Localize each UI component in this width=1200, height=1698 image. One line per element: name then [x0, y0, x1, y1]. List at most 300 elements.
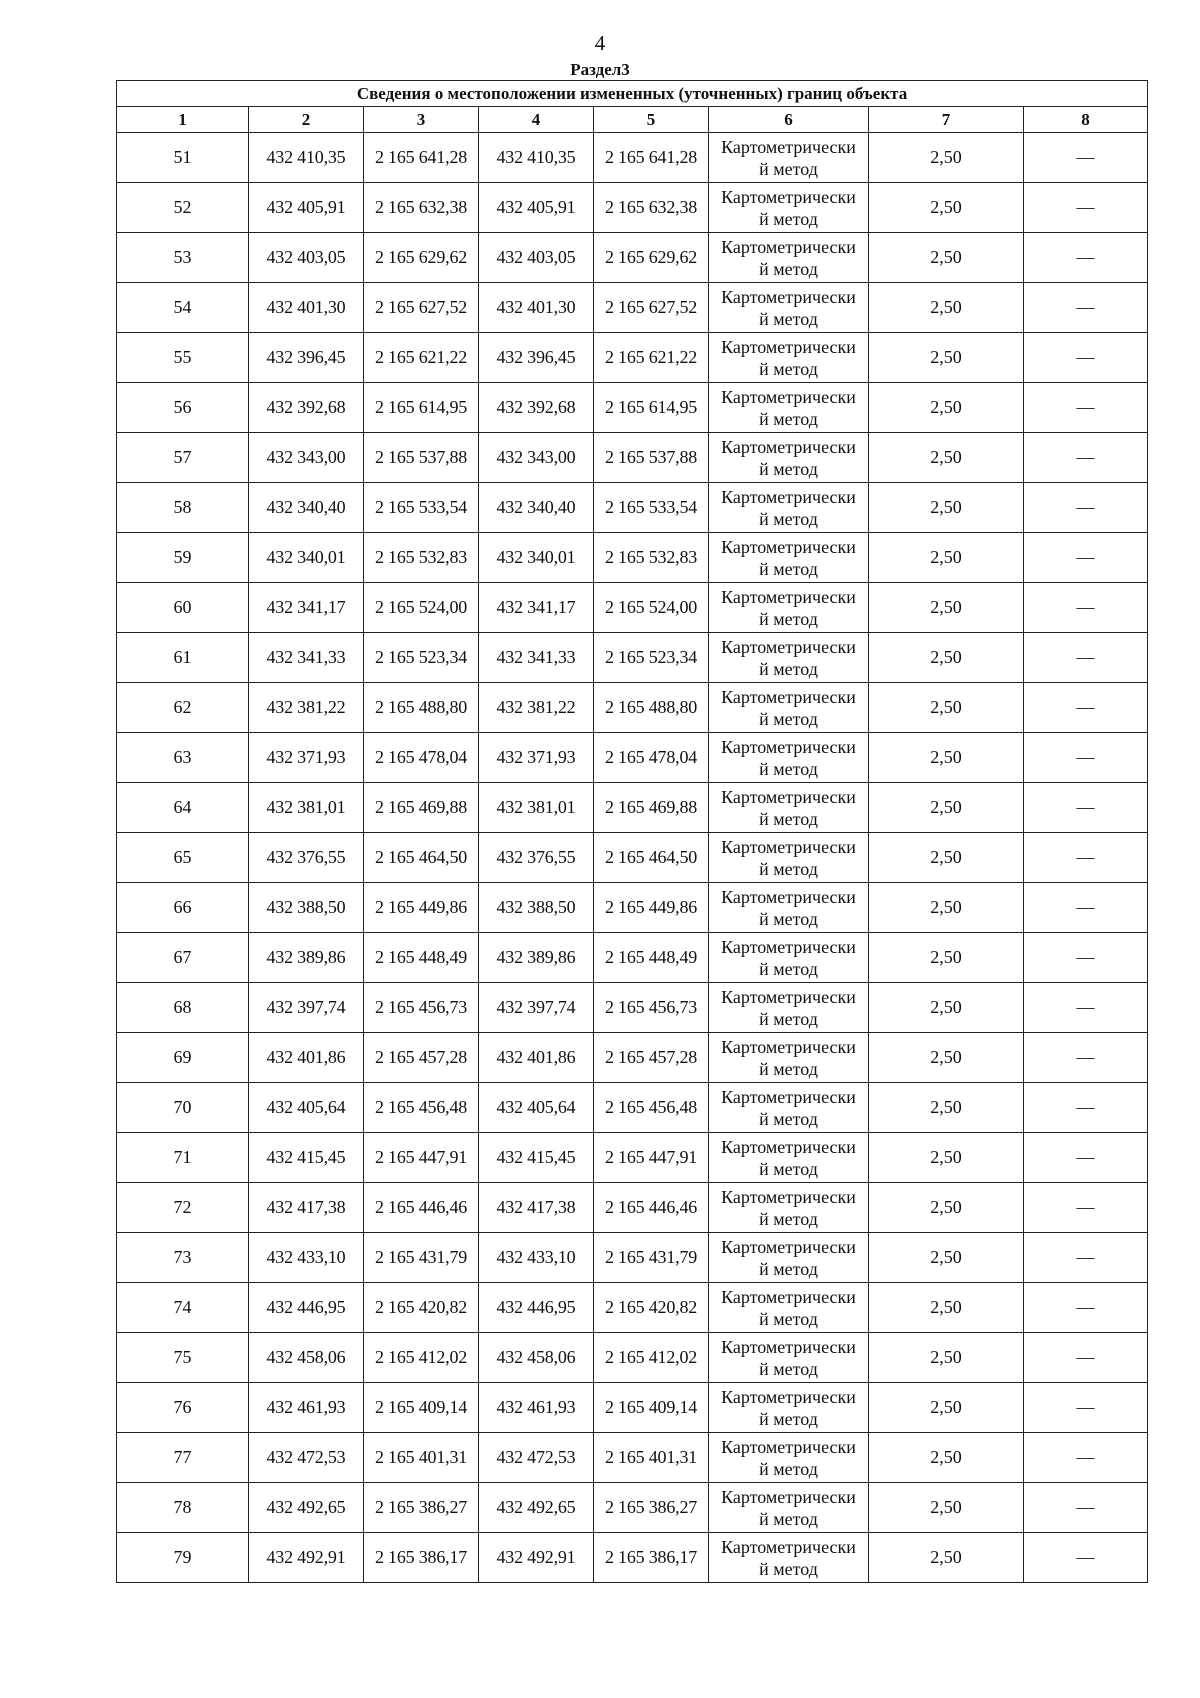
- x-old-cell: 432 340,40: [249, 483, 364, 533]
- method-line-2: й метод: [759, 758, 818, 779]
- y-old-cell: 2 165 431,79: [364, 1233, 479, 1283]
- x-old-cell: 432 405,64: [249, 1083, 364, 1133]
- point-number-cell: 72: [117, 1183, 249, 1233]
- point-number-cell: 69: [117, 1033, 249, 1083]
- y-old-cell: 2 165 449,86: [364, 883, 479, 933]
- point-number-cell: 77: [117, 1433, 249, 1483]
- method-line-2: й метод: [759, 1208, 818, 1229]
- y-new-cell: 2 165 533,54: [594, 483, 709, 533]
- table-row: [117, 183, 1148, 233]
- method-line-2: й метод: [759, 458, 818, 479]
- x-old-cell: 432 417,38: [249, 1183, 364, 1233]
- method-line-2: й метод: [759, 858, 818, 879]
- note-cell: —: [1024, 1383, 1148, 1433]
- y-old-cell: 2 165 469,88: [364, 783, 479, 833]
- y-new-cell: 2 165 464,50: [594, 833, 709, 883]
- y-new-cell: 2 165 457,28: [594, 1033, 709, 1083]
- y-old-cell: 2 165 641,28: [364, 133, 479, 183]
- point-number-cell: 63: [117, 733, 249, 783]
- method-line-1: Картометрически: [721, 236, 856, 257]
- x-old-cell: 432 340,01: [249, 533, 364, 583]
- x-old-cell: 432 341,33: [249, 633, 364, 683]
- table-row: [117, 833, 1148, 883]
- note-cell: —: [1024, 583, 1148, 633]
- method-cell: [709, 883, 869, 933]
- point-number-cell: 51: [117, 133, 249, 183]
- method-cell: [709, 333, 869, 383]
- point-number-cell: 75: [117, 1333, 249, 1383]
- method-cell: [709, 1433, 869, 1483]
- y-old-cell: 2 165 420,82: [364, 1283, 479, 1333]
- method-cell: [709, 533, 869, 583]
- table-row: [117, 533, 1148, 583]
- table-row: [117, 1183, 1148, 1233]
- y-new-cell: 2 165 447,91: [594, 1133, 709, 1183]
- x-new-cell: 432 461,93: [479, 1383, 594, 1433]
- method-cell: [709, 1283, 869, 1333]
- method-cell: [709, 933, 869, 983]
- method-cell: [709, 1033, 869, 1083]
- note-cell: —: [1024, 1333, 1148, 1383]
- note-cell: —: [1024, 833, 1148, 883]
- x-new-cell: 432 341,17: [479, 583, 594, 633]
- column-number: 1: [117, 107, 249, 133]
- method-line-1: Картометрически: [721, 586, 856, 607]
- method-line-1: Картометрически: [721, 1136, 856, 1157]
- column-number: 6: [709, 107, 869, 133]
- note-cell: —: [1024, 1183, 1148, 1233]
- x-new-cell: 432 403,05: [479, 233, 594, 283]
- table-row: [117, 433, 1148, 483]
- table-row: [117, 483, 1148, 533]
- x-old-cell: 432 415,45: [249, 1133, 364, 1183]
- method-cell: [709, 283, 869, 333]
- note-cell: —: [1024, 1533, 1148, 1583]
- y-new-cell: 2 165 488,80: [594, 683, 709, 733]
- y-new-cell: 2 165 523,34: [594, 633, 709, 683]
- column-number: 3: [364, 107, 479, 133]
- y-old-cell: 2 165 401,31: [364, 1433, 479, 1483]
- x-old-cell: 432 381,01: [249, 783, 364, 833]
- accuracy-cell: 2,50: [869, 733, 1024, 783]
- method-line-2: й метод: [759, 1408, 818, 1429]
- y-old-cell: 2 165 627,52: [364, 283, 479, 333]
- point-number-cell: 68: [117, 983, 249, 1033]
- method-cell: [709, 1183, 869, 1233]
- x-new-cell: 432 417,38: [479, 1183, 594, 1233]
- column-number: 2: [249, 107, 364, 133]
- x-new-cell: 432 381,01: [479, 783, 594, 833]
- x-old-cell: 432 376,55: [249, 833, 364, 883]
- method-cell: [709, 733, 869, 783]
- note-cell: —: [1024, 1433, 1148, 1483]
- x-new-cell: 432 401,30: [479, 283, 594, 333]
- x-old-cell: 432 343,00: [249, 433, 364, 483]
- table-row: [117, 983, 1148, 1033]
- x-old-cell: 432 472,53: [249, 1433, 364, 1483]
- y-new-cell: 2 165 448,49: [594, 933, 709, 983]
- accuracy-cell: 2,50: [869, 1333, 1024, 1383]
- accuracy-cell: 2,50: [869, 883, 1024, 933]
- method-line-1: Картометрически: [721, 436, 856, 457]
- y-new-cell: 2 165 409,14: [594, 1383, 709, 1433]
- y-old-cell: 2 165 447,91: [364, 1133, 479, 1183]
- note-cell: —: [1024, 683, 1148, 733]
- method-line-1: Картометрически: [721, 686, 856, 707]
- table-row: [117, 1233, 1148, 1283]
- method-line-1: Картометрически: [721, 1286, 856, 1307]
- y-old-cell: 2 165 478,04: [364, 733, 479, 783]
- y-old-cell: 2 165 533,54: [364, 483, 479, 533]
- x-new-cell: 432 405,64: [479, 1083, 594, 1133]
- y-new-cell: 2 165 469,88: [594, 783, 709, 833]
- y-new-cell: 2 165 621,22: [594, 333, 709, 383]
- table-row: [117, 383, 1148, 433]
- x-old-cell: 432 433,10: [249, 1233, 364, 1283]
- y-old-cell: 2 165 409,14: [364, 1383, 479, 1433]
- method-line-2: й метод: [759, 1258, 818, 1279]
- method-line-1: Картометрически: [721, 1336, 856, 1357]
- x-new-cell: 432 472,53: [479, 1433, 594, 1483]
- point-number-cell: 74: [117, 1283, 249, 1333]
- method-line-2: й метод: [759, 558, 818, 579]
- table-row: [117, 1033, 1148, 1083]
- y-old-cell: 2 165 412,02: [364, 1333, 479, 1383]
- accuracy-cell: 2,50: [869, 633, 1024, 683]
- method-line-1: Картометрически: [721, 536, 856, 557]
- accuracy-cell: 2,50: [869, 933, 1024, 983]
- method-line-2: й метод: [759, 1008, 818, 1029]
- page-number: 4: [594, 31, 606, 55]
- method-cell: [709, 183, 869, 233]
- method-line-2: й метод: [759, 508, 818, 529]
- y-old-cell: 2 165 614,95: [364, 383, 479, 433]
- table-row: [117, 333, 1148, 383]
- method-line-1: Картометрически: [721, 1386, 856, 1407]
- accuracy-cell: 2,50: [869, 1033, 1024, 1083]
- x-old-cell: 432 461,93: [249, 1383, 364, 1433]
- y-old-cell: 2 165 532,83: [364, 533, 479, 583]
- x-new-cell: 432 340,40: [479, 483, 594, 533]
- x-old-cell: 432 458,06: [249, 1333, 364, 1383]
- point-number-cell: 57: [117, 433, 249, 483]
- accuracy-cell: 2,50: [869, 283, 1024, 333]
- x-new-cell: 432 389,86: [479, 933, 594, 983]
- point-number-cell: 66: [117, 883, 249, 933]
- table-row: [117, 1533, 1148, 1583]
- method-cell: [709, 1133, 869, 1183]
- method-cell: [709, 1383, 869, 1433]
- method-line-1: Картометрически: [721, 386, 856, 407]
- x-old-cell: 432 410,35: [249, 133, 364, 183]
- method-line-2: й метод: [759, 1108, 818, 1129]
- x-old-cell: 432 401,30: [249, 283, 364, 333]
- note-cell: —: [1024, 283, 1148, 333]
- accuracy-cell: 2,50: [869, 983, 1024, 1033]
- x-old-cell: 432 446,95: [249, 1283, 364, 1333]
- note-cell: —: [1024, 483, 1148, 533]
- section-title: Раздел3: [570, 60, 630, 79]
- y-old-cell: 2 165 629,62: [364, 233, 479, 283]
- point-number-cell: 79: [117, 1533, 249, 1583]
- table-row: [117, 283, 1148, 333]
- y-old-cell: 2 165 456,73: [364, 983, 479, 1033]
- method-line-2: й метод: [759, 908, 818, 929]
- accuracy-cell: 2,50: [869, 183, 1024, 233]
- x-old-cell: 432 397,74: [249, 983, 364, 1033]
- method-cell: [709, 783, 869, 833]
- accuracy-cell: 2,50: [869, 1233, 1024, 1283]
- y-new-cell: 2 165 627,52: [594, 283, 709, 333]
- x-old-cell: 432 371,93: [249, 733, 364, 783]
- accuracy-cell: 2,50: [869, 833, 1024, 883]
- note-cell: —: [1024, 1083, 1148, 1133]
- y-old-cell: 2 165 457,28: [364, 1033, 479, 1083]
- method-line-2: й метод: [759, 1158, 818, 1179]
- point-number-cell: 58: [117, 483, 249, 533]
- x-new-cell: 432 405,91: [479, 183, 594, 233]
- column-number: 4: [479, 107, 594, 133]
- x-new-cell: 432 492,65: [479, 1483, 594, 1533]
- table-row: [117, 683, 1148, 733]
- point-number-cell: 70: [117, 1083, 249, 1133]
- point-number-cell: 78: [117, 1483, 249, 1533]
- method-line-1: Картометрически: [721, 1236, 856, 1257]
- y-new-cell: 2 165 478,04: [594, 733, 709, 783]
- x-old-cell: 432 492,91: [249, 1533, 364, 1583]
- method-line-2: й метод: [759, 608, 818, 629]
- y-new-cell: 2 165 614,95: [594, 383, 709, 433]
- method-cell: [709, 433, 869, 483]
- method-line-2: й метод: [759, 258, 818, 279]
- method-cell: [709, 833, 869, 883]
- method-line-2: й метод: [759, 808, 818, 829]
- y-new-cell: 2 165 532,83: [594, 533, 709, 583]
- table-body: [117, 133, 1148, 1583]
- method-line-1: Картометрически: [721, 1086, 856, 1107]
- note-cell: —: [1024, 733, 1148, 783]
- y-old-cell: 2 165 446,46: [364, 1183, 479, 1233]
- method-line-1: Картометрически: [721, 336, 856, 357]
- point-number-cell: 62: [117, 683, 249, 733]
- table-row: [117, 783, 1148, 833]
- table-row: [117, 1383, 1148, 1433]
- y-new-cell: 2 165 537,88: [594, 433, 709, 483]
- note-cell: —: [1024, 983, 1148, 1033]
- note-cell: —: [1024, 1033, 1148, 1083]
- point-number-cell: 55: [117, 333, 249, 383]
- method-cell: [709, 1083, 869, 1133]
- y-old-cell: 2 165 523,34: [364, 633, 479, 683]
- method-line-1: Картометрически: [721, 636, 856, 657]
- x-new-cell: 432 343,00: [479, 433, 594, 483]
- method-line-1: Картометрически: [721, 186, 856, 207]
- method-line-1: Картометрически: [721, 286, 856, 307]
- x-new-cell: 432 433,10: [479, 1233, 594, 1283]
- accuracy-cell: 2,50: [869, 1083, 1024, 1133]
- note-cell: —: [1024, 1283, 1148, 1333]
- x-old-cell: 432 381,22: [249, 683, 364, 733]
- x-new-cell: 432 340,01: [479, 533, 594, 583]
- table-row: [117, 1083, 1148, 1133]
- method-line-1: Картометрически: [721, 1486, 856, 1507]
- x-old-cell: 432 401,86: [249, 1033, 364, 1083]
- point-number-cell: 54: [117, 283, 249, 333]
- x-new-cell: 432 401,86: [479, 1033, 594, 1083]
- method-line-1: Картометрически: [721, 836, 856, 857]
- method-line-2: й метод: [759, 158, 818, 179]
- note-cell: —: [1024, 783, 1148, 833]
- note-cell: —: [1024, 633, 1148, 683]
- y-old-cell: 2 165 386,17: [364, 1533, 479, 1583]
- x-old-cell: 432 389,86: [249, 933, 364, 983]
- point-number-cell: 52: [117, 183, 249, 233]
- accuracy-cell: 2,50: [869, 383, 1024, 433]
- point-number-cell: 60: [117, 583, 249, 633]
- method-cell: [709, 1333, 869, 1383]
- method-line-2: й метод: [759, 358, 818, 379]
- accuracy-cell: 2,50: [869, 533, 1024, 583]
- accuracy-cell: 2,50: [869, 233, 1024, 283]
- point-number-cell: 53: [117, 233, 249, 283]
- x-new-cell: 432 341,33: [479, 633, 594, 683]
- accuracy-cell: 2,50: [869, 683, 1024, 733]
- point-number-cell: 67: [117, 933, 249, 983]
- y-old-cell: 2 165 632,38: [364, 183, 479, 233]
- x-old-cell: 432 492,65: [249, 1483, 364, 1533]
- point-number-cell: 59: [117, 533, 249, 583]
- y-new-cell: 2 165 632,38: [594, 183, 709, 233]
- method-line-1: Картометрически: [721, 1536, 856, 1557]
- accuracy-cell: 2,50: [869, 1483, 1024, 1533]
- y-new-cell: 2 165 641,28: [594, 133, 709, 183]
- point-number-cell: 73: [117, 1233, 249, 1283]
- table-row: [117, 1483, 1148, 1533]
- y-new-cell: 2 165 629,62: [594, 233, 709, 283]
- method-cell: [709, 233, 869, 283]
- method-line-2: й метод: [759, 408, 818, 429]
- table-row: [117, 233, 1148, 283]
- method-line-2: й метод: [759, 308, 818, 329]
- note-cell: —: [1024, 133, 1148, 183]
- note-cell: —: [1024, 1483, 1148, 1533]
- point-number-cell: 76: [117, 1383, 249, 1433]
- y-new-cell: 2 165 431,79: [594, 1233, 709, 1283]
- note-cell: —: [1024, 433, 1148, 483]
- column-number: 7: [869, 107, 1024, 133]
- method-line-2: й метод: [759, 1508, 818, 1529]
- method-line-1: Картометрически: [721, 986, 856, 1007]
- table-row: [117, 633, 1148, 683]
- table-row: [117, 1283, 1148, 1333]
- y-old-cell: 2 165 386,27: [364, 1483, 479, 1533]
- method-line-2: й метод: [759, 658, 818, 679]
- x-old-cell: 432 403,05: [249, 233, 364, 283]
- accuracy-cell: 2,50: [869, 1133, 1024, 1183]
- y-new-cell: 2 165 401,31: [594, 1433, 709, 1483]
- table-row: [117, 1133, 1148, 1183]
- column-number: 5: [594, 107, 709, 133]
- note-cell: —: [1024, 183, 1148, 233]
- point-number-cell: 65: [117, 833, 249, 883]
- y-old-cell: 2 165 621,22: [364, 333, 479, 383]
- method-line-1: Картометрически: [721, 736, 856, 757]
- y-old-cell: 2 165 448,49: [364, 933, 479, 983]
- x-new-cell: 432 388,50: [479, 883, 594, 933]
- method-line-2: й метод: [759, 1558, 818, 1579]
- y-new-cell: 2 165 524,00: [594, 583, 709, 633]
- y-new-cell: 2 165 449,86: [594, 883, 709, 933]
- note-cell: —: [1024, 533, 1148, 583]
- accuracy-cell: 2,50: [869, 583, 1024, 633]
- y-new-cell: 2 165 420,82: [594, 1283, 709, 1333]
- method-line-1: Картометрически: [721, 136, 856, 157]
- table-row: [117, 883, 1148, 933]
- x-new-cell: 432 492,91: [479, 1533, 594, 1583]
- method-cell: [709, 483, 869, 533]
- note-cell: —: [1024, 333, 1148, 383]
- method-line-1: Картометрически: [721, 486, 856, 507]
- method-line-2: й метод: [759, 1308, 818, 1329]
- y-old-cell: 2 165 456,48: [364, 1083, 479, 1133]
- method-line-2: й метод: [759, 208, 818, 229]
- accuracy-cell: 2,50: [869, 333, 1024, 383]
- method-cell: [709, 383, 869, 433]
- note-cell: —: [1024, 933, 1148, 983]
- x-new-cell: 432 397,74: [479, 983, 594, 1033]
- method-line-1: Картометрически: [721, 886, 856, 907]
- y-old-cell: 2 165 524,00: [364, 583, 479, 633]
- y-old-cell: 2 165 488,80: [364, 683, 479, 733]
- method-cell: [709, 1483, 869, 1533]
- method-line-2: й метод: [759, 1458, 818, 1479]
- accuracy-cell: 2,50: [869, 1283, 1024, 1333]
- x-old-cell: 432 405,91: [249, 183, 364, 233]
- column-number: 8: [1024, 107, 1148, 133]
- method-cell: [709, 1533, 869, 1583]
- note-cell: —: [1024, 1233, 1148, 1283]
- y-new-cell: 2 165 456,73: [594, 983, 709, 1033]
- note-cell: —: [1024, 383, 1148, 433]
- x-new-cell: 432 410,35: [479, 133, 594, 183]
- table-row: [117, 1333, 1148, 1383]
- accuracy-cell: 2,50: [869, 483, 1024, 533]
- x-new-cell: 432 381,22: [479, 683, 594, 733]
- accuracy-cell: 2,50: [869, 783, 1024, 833]
- accuracy-cell: 2,50: [869, 1383, 1024, 1433]
- x-new-cell: 432 396,45: [479, 333, 594, 383]
- table-row: [117, 933, 1148, 983]
- accuracy-cell: 2,50: [869, 1533, 1024, 1583]
- x-new-cell: 432 376,55: [479, 833, 594, 883]
- accuracy-cell: 2,50: [869, 1433, 1024, 1483]
- table-caption: Сведения о местоположении измененных (уточненных) границ объекта: [117, 81, 1148, 107]
- method-cell: [709, 1233, 869, 1283]
- method-line-2: й метод: [759, 958, 818, 979]
- point-number-cell: 64: [117, 783, 249, 833]
- point-number-cell: 56: [117, 383, 249, 433]
- method-line-2: й метод: [759, 708, 818, 729]
- method-line-1: Картометрически: [721, 936, 856, 957]
- x-new-cell: 432 371,93: [479, 733, 594, 783]
- table-row: [117, 133, 1148, 183]
- x-new-cell: 432 392,68: [479, 383, 594, 433]
- table-row: [117, 733, 1148, 783]
- x-old-cell: 432 388,50: [249, 883, 364, 933]
- method-line-1: Картометрически: [721, 1186, 856, 1207]
- method-line-2: й метод: [759, 1058, 818, 1079]
- x-new-cell: 432 458,06: [479, 1333, 594, 1383]
